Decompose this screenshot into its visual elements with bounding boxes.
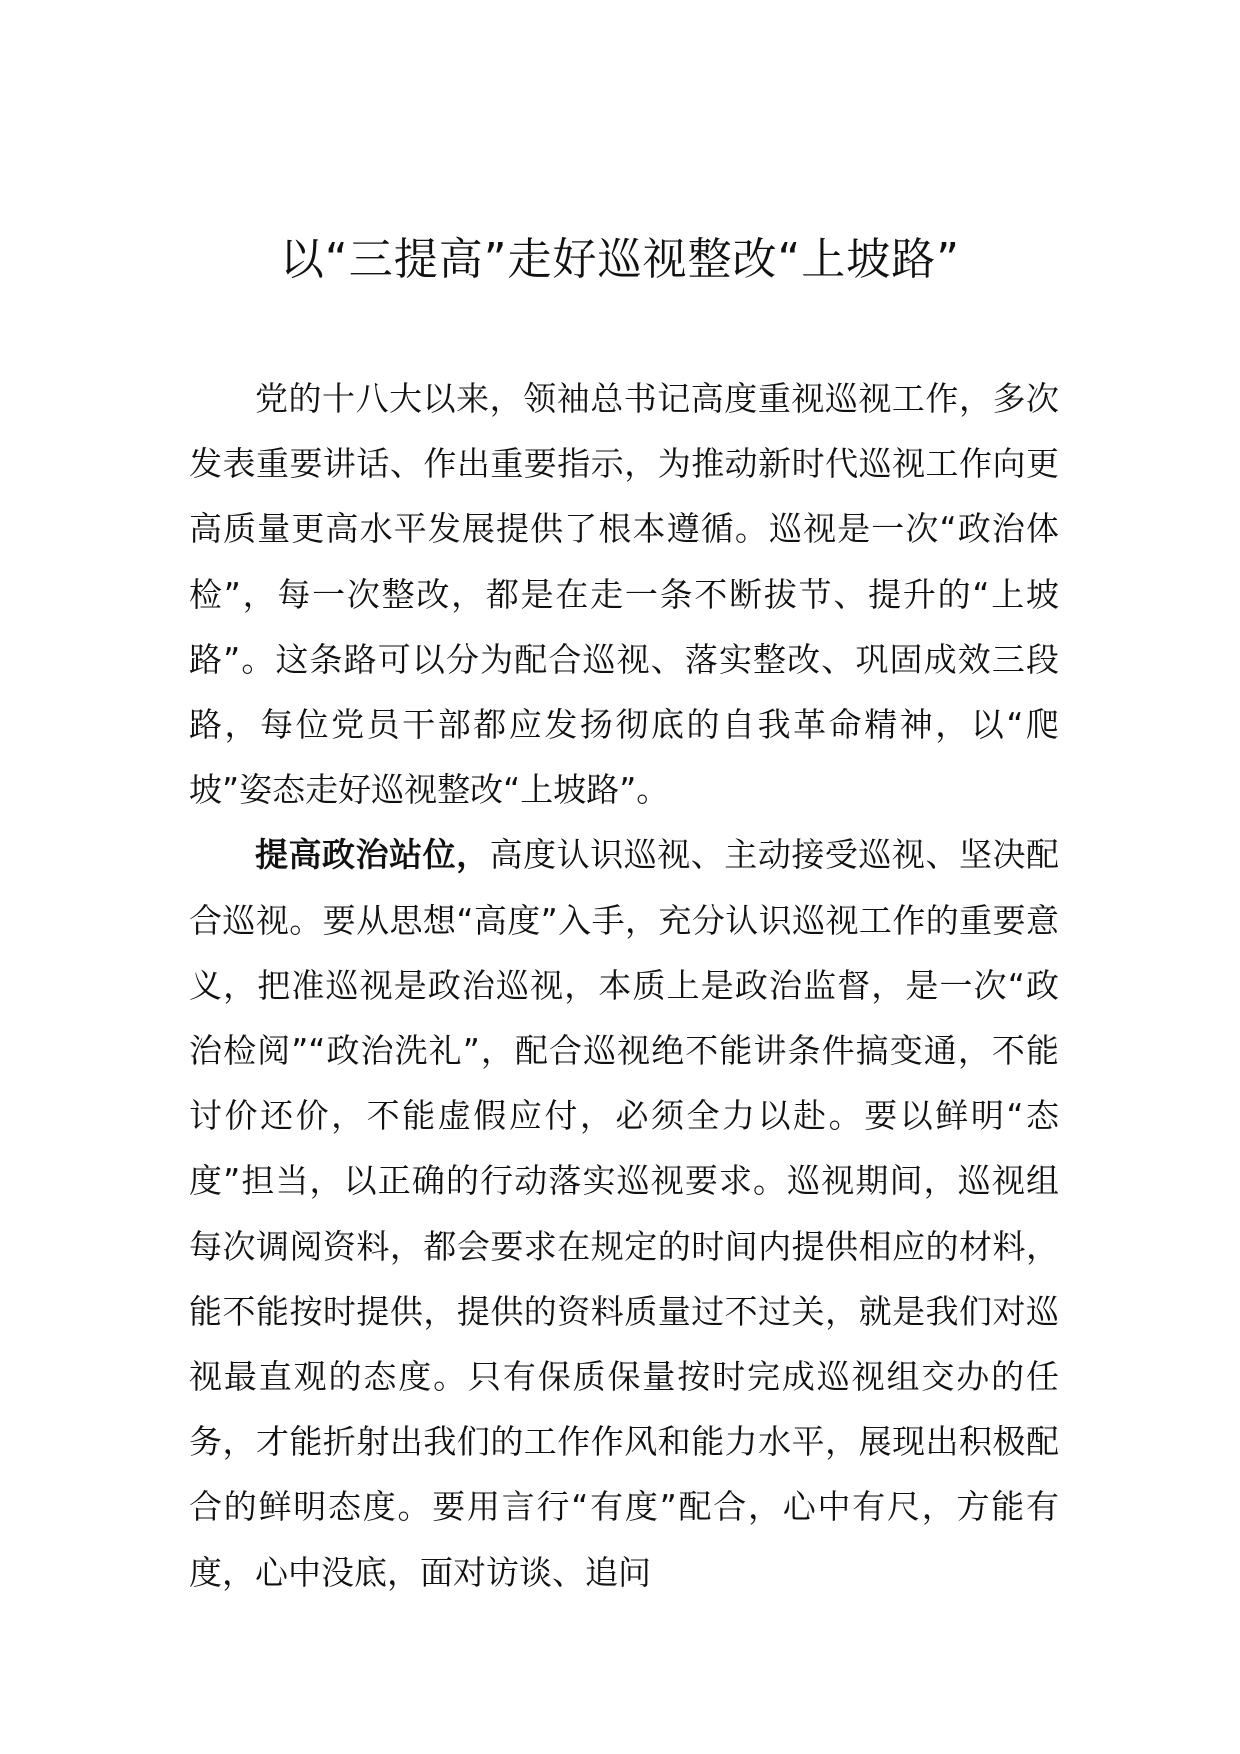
paragraph-2 bbox=[189, 822, 1059, 1604]
paragraph-1 bbox=[189, 366, 1059, 822]
paragraph-2-text: 高度认识巡视、主动接受巡视、坚决配合巡视。要从思想“高度”入手，充分认识巡视工作的重要意义，把准巡视是政治巡视，本质上是政治监督，是一次“政治检阅”“政治洗礼”，配合巡视绝不能讲条件搞变通，不能讨价还价，不能虚假应付，必须全力以赴。要以鲜明“态度”担当，以正确的行动落实巡视要求。巡视期间，巡视组每次调阅资料，都会要求在规定的时间内提供相应的材料，能不能按时提供，提供的资料质量过不过关，就是我们对巡视最直观的态度。只有保质保量按时完成巡视组交办的任务，才能折射出我们的工作作风和能力水平，展现出积极配合的鲜明态度。要用言行“有度”配合，心中有尺，方能有度，心中没底，面对访谈、追问 bbox=[189, 835, 1060, 1592]
document-title: 以“三提高”走好巡视整改“上坡路” bbox=[279, 234, 961, 285]
paragraph-1-text: 党的十八大以来，领袖总书记高度重视巡视工作，多次发表重要讲话、作出重要指示，为推动新时代巡视工作向更高质量更高水平发展提供了根本遵循。巡视是一次“政治体检”，每一次整改，都是在走一条不断拔节、提升的“上坡路”。这条路可以分为配合巡视、落实整改、巩固成效三段路，每位党员干部都应发扬彻底的自我革命精神，以“爬坡”姿态走好巡视整改“上坡路”。 bbox=[189, 379, 1059, 810]
document-body bbox=[189, 366, 1059, 1605]
paragraph-2-lead: 提高政治站位， bbox=[255, 835, 490, 875]
